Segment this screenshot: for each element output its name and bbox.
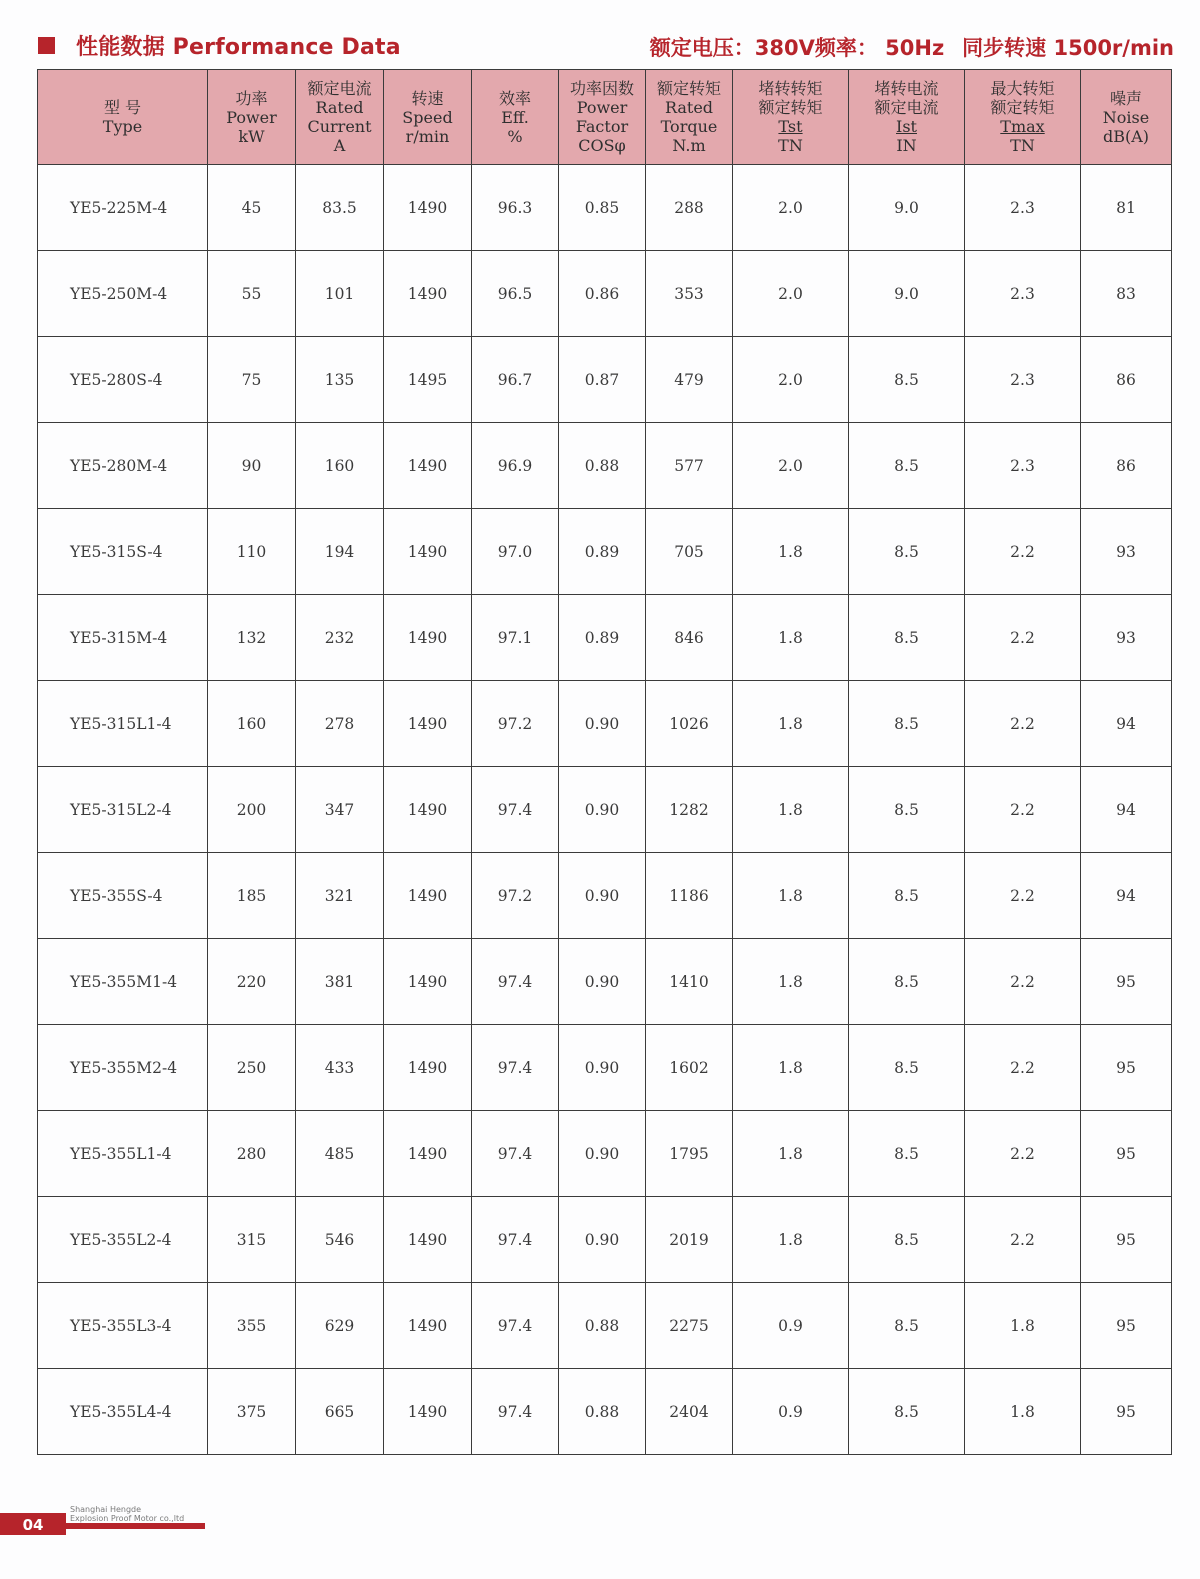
- page-header: [36, 26, 1176, 66]
- column-header-line: 噪声: [1109, 88, 1142, 108]
- table-cell: 321: [296, 853, 384, 939]
- table-cell: 1186: [646, 853, 733, 939]
- table-cell: 95: [1081, 1369, 1172, 1455]
- table-cell: 1490: [384, 681, 472, 767]
- table-cell: 2019: [646, 1197, 733, 1283]
- table-cell: 135: [296, 337, 384, 423]
- table-cell: 846: [646, 595, 733, 681]
- page-footer: [0, 1507, 220, 1547]
- table-cell: 132: [208, 595, 296, 681]
- column-header-line: Factor: [575, 117, 629, 136]
- column-header-line: Rated: [664, 98, 714, 117]
- table-cell: 160: [208, 681, 296, 767]
- motor-type-cell: YE5-315S-4: [38, 509, 208, 595]
- table-cell: 96.3: [472, 165, 559, 251]
- motor-type-cell: YE5-315L1-4: [38, 681, 208, 767]
- table-cell: 1.8: [733, 1197, 849, 1283]
- column-header: [1081, 70, 1172, 165]
- table-cell: 0.88: [559, 1283, 646, 1369]
- table-cell: 0.90: [559, 681, 646, 767]
- column-header-line: dB(A): [1102, 126, 1150, 146]
- table-cell: 8.5: [849, 337, 965, 423]
- column-header-line: 堵转转矩: [758, 79, 823, 98]
- table-cell: 97.1: [472, 595, 559, 681]
- column-header-line: Tst: [778, 117, 803, 136]
- table-cell: 8.5: [849, 1025, 965, 1111]
- table-cell: 97.4: [472, 1283, 559, 1369]
- table-cell: 97.2: [472, 681, 559, 767]
- table-cell: 0.89: [559, 509, 646, 595]
- table-cell: 1.8: [733, 767, 849, 853]
- table-cell: 2.3: [965, 337, 1081, 423]
- table-row: [38, 1111, 1172, 1197]
- table-cell: 2.2: [965, 1111, 1081, 1197]
- table-cell: 97.4: [472, 1197, 559, 1283]
- table-cell: 1490: [384, 165, 472, 251]
- column-header-line: Current: [307, 117, 372, 136]
- table-body: [38, 165, 1172, 1455]
- column-header-line: Power: [576, 98, 628, 117]
- column-header-line: 效率: [498, 88, 531, 108]
- table-cell: 1495: [384, 337, 472, 423]
- table-header-row: [38, 70, 1172, 165]
- table-cell: 90: [208, 423, 296, 509]
- table-cell: 1.8: [733, 939, 849, 1025]
- table-cell: 0.89: [559, 595, 646, 681]
- table-cell: 185: [208, 853, 296, 939]
- motor-type-cell: YE5-315L2-4: [38, 767, 208, 853]
- column-header-line: %: [507, 126, 523, 146]
- table-cell: 2.2: [965, 939, 1081, 1025]
- table-cell: 278: [296, 681, 384, 767]
- column-header: [849, 70, 965, 165]
- table-row: [38, 681, 1172, 767]
- table-cell: 546: [296, 1197, 384, 1283]
- table-cell: 1490: [384, 251, 472, 337]
- table-cell: 93: [1081, 595, 1172, 681]
- table-cell: 95: [1081, 1111, 1172, 1197]
- table-cell: 0.88: [559, 1369, 646, 1455]
- table-cell: 2.2: [965, 681, 1081, 767]
- table-cell: 2.3: [965, 251, 1081, 337]
- table-cell: 45: [208, 165, 296, 251]
- column-header-line: Speed: [402, 107, 453, 127]
- table-cell: 101: [296, 251, 384, 337]
- table-cell: 0.90: [559, 1111, 646, 1197]
- table-cell: 1282: [646, 767, 733, 853]
- column-header-line: 额定转矩: [758, 98, 823, 117]
- table-cell: 86: [1081, 423, 1172, 509]
- column-header-line: Ist: [896, 117, 917, 136]
- column-header-line: Torque: [660, 117, 718, 136]
- column-header: [646, 70, 733, 165]
- table-cell: 200: [208, 767, 296, 853]
- table-cell: 0.90: [559, 1025, 646, 1111]
- table-cell: 2.3: [965, 423, 1081, 509]
- table-cell: 0.90: [559, 939, 646, 1025]
- column-header-line: 额定转矩: [656, 79, 721, 98]
- table-cell: 86: [1081, 337, 1172, 423]
- table-row: [38, 1283, 1172, 1369]
- table-cell: 0.87: [559, 337, 646, 423]
- table-cell: 1490: [384, 767, 472, 853]
- table-cell: 220: [208, 939, 296, 1025]
- table-cell: 0.85: [559, 165, 646, 251]
- table-cell: 97.2: [472, 853, 559, 939]
- table-cell: 96.7: [472, 337, 559, 423]
- motor-type-cell: YE5-280M-4: [38, 423, 208, 509]
- table-cell: 1490: [384, 1197, 472, 1283]
- table-cell: 1.8: [733, 681, 849, 767]
- table-cell: 1490: [384, 1369, 472, 1455]
- table-cell: 0.9: [733, 1283, 849, 1369]
- table-cell: 629: [296, 1283, 384, 1369]
- column-header-line: COSφ: [578, 136, 626, 155]
- title-square-icon: [38, 37, 55, 54]
- table-cell: 1490: [384, 595, 472, 681]
- table-cell: 0.86: [559, 251, 646, 337]
- motor-type-cell: YE5-355L4-4: [38, 1369, 208, 1455]
- motor-type-cell: YE5-355L2-4: [38, 1197, 208, 1283]
- table-cell: 1.8: [965, 1369, 1081, 1455]
- table-cell: 1026: [646, 681, 733, 767]
- table-cell: 485: [296, 1111, 384, 1197]
- table-cell: 2.0: [733, 423, 849, 509]
- table-cell: 1.8: [733, 853, 849, 939]
- table-cell: 9.0: [849, 165, 965, 251]
- table-cell: 194: [296, 509, 384, 595]
- column-header-line: 额定电流: [307, 79, 372, 98]
- table-cell: 288: [646, 165, 733, 251]
- table-row: [38, 251, 1172, 337]
- table-cell: 8.5: [849, 1283, 965, 1369]
- table-row: [38, 423, 1172, 509]
- motor-type-cell: YE5-355S-4: [38, 853, 208, 939]
- table-cell: 2.2: [965, 1025, 1081, 1111]
- column-header-line: Tmax: [1000, 117, 1045, 136]
- table-cell: 1490: [384, 1111, 472, 1197]
- table-cell: 9.0: [849, 251, 965, 337]
- table-cell: 95: [1081, 1025, 1172, 1111]
- column-header-line: Eff.: [501, 107, 529, 127]
- table-cell: 8.5: [849, 595, 965, 681]
- table-cell: 8.5: [849, 853, 965, 939]
- column-header-line: r/min: [405, 126, 450, 146]
- table-cell: 8.5: [849, 1111, 965, 1197]
- table-cell: 1490: [384, 509, 472, 595]
- motor-type-cell: YE5-250M-4: [38, 251, 208, 337]
- table-cell: 2.2: [965, 1197, 1081, 1283]
- motor-type-cell: YE5-355M1-4: [38, 939, 208, 1025]
- table-cell: 1.8: [733, 595, 849, 681]
- table-cell: 83: [1081, 251, 1172, 337]
- column-header-line: 额定电流: [874, 98, 939, 117]
- table-cell: 1410: [646, 939, 733, 1025]
- table-cell: 97.0: [472, 509, 559, 595]
- table-cell: 0.90: [559, 767, 646, 853]
- table-cell: 1602: [646, 1025, 733, 1111]
- table-cell: 353: [646, 251, 733, 337]
- company-name: [70, 1505, 184, 1523]
- table-cell: 93: [1081, 509, 1172, 595]
- table-cell: 665: [296, 1369, 384, 1455]
- column-header-line: 堵转电流: [874, 79, 939, 98]
- motor-type-cell: YE5-355M2-4: [38, 1025, 208, 1111]
- table-cell: 2.2: [965, 767, 1081, 853]
- table-cell: 1490: [384, 939, 472, 1025]
- table-cell: 381: [296, 939, 384, 1025]
- column-header-line: 功率因数: [569, 79, 634, 98]
- column-header-line: 型 号: [103, 98, 142, 117]
- column-header-line: Power: [226, 107, 277, 127]
- table-cell: 1.8: [733, 1025, 849, 1111]
- table-cell: 479: [646, 337, 733, 423]
- table-cell: 1.8: [733, 509, 849, 595]
- motor-type-cell: YE5-225M-4: [38, 165, 208, 251]
- column-header-line: kW: [238, 126, 265, 146]
- table-cell: 2.3: [965, 165, 1081, 251]
- table-cell: 94: [1081, 853, 1172, 939]
- column-header-line: 功率: [235, 88, 268, 108]
- table-row: [38, 595, 1172, 681]
- table-cell: 1.8: [965, 1283, 1081, 1369]
- table-cell: 280: [208, 1111, 296, 1197]
- table-cell: 705: [646, 509, 733, 595]
- column-header-line: 最大转矩: [990, 79, 1055, 98]
- column-header-line: Type: [102, 117, 143, 136]
- table-cell: 95: [1081, 939, 1172, 1025]
- column-header-line: 转速: [411, 88, 444, 108]
- table-cell: 2.2: [965, 853, 1081, 939]
- table-cell: 0.9: [733, 1369, 849, 1455]
- table-cell: 2.2: [965, 509, 1081, 595]
- table-cell: 96.9: [472, 423, 559, 509]
- table-row: [38, 509, 1172, 595]
- column-header: [559, 70, 646, 165]
- table-cell: 95: [1081, 1283, 1172, 1369]
- table-row: [38, 1369, 1172, 1455]
- table-cell: 355: [208, 1283, 296, 1369]
- table-cell: 8.5: [849, 509, 965, 595]
- motor-type-cell: YE5-280S-4: [38, 337, 208, 423]
- table-cell: 95: [1081, 1197, 1172, 1283]
- table-cell: 1490: [384, 423, 472, 509]
- table-cell: 97.4: [472, 1111, 559, 1197]
- table-cell: 81: [1081, 165, 1172, 251]
- table-cell: 94: [1081, 681, 1172, 767]
- table-cell: 1.8: [733, 1111, 849, 1197]
- table-cell: 160: [296, 423, 384, 509]
- motor-type-cell: YE5-355L1-4: [38, 1111, 208, 1197]
- table-cell: 315: [208, 1197, 296, 1283]
- sync-speed: 同步转速 1500r/min: [962, 36, 1174, 60]
- table-row: [38, 1025, 1172, 1111]
- frequency: 频率： 50Hz: [814, 36, 945, 60]
- table-cell: 2.0: [733, 251, 849, 337]
- motor-type-cell: YE5-315M-4: [38, 595, 208, 681]
- table-cell: 1490: [384, 853, 472, 939]
- table-row: [38, 1197, 1172, 1283]
- table-cell: 97.4: [472, 1025, 559, 1111]
- table-cell: 110: [208, 509, 296, 595]
- column-header: [965, 70, 1081, 165]
- table-cell: 2.0: [733, 165, 849, 251]
- table-cell: 8.5: [849, 423, 965, 509]
- motor-type-cell: YE5-355L3-4: [38, 1283, 208, 1369]
- table-cell: 8.5: [849, 939, 965, 1025]
- table-cell: 1490: [384, 1283, 472, 1369]
- column-header: [296, 70, 384, 165]
- table-cell: 97.4: [472, 767, 559, 853]
- column-header: [208, 70, 296, 165]
- table-row: [38, 939, 1172, 1025]
- table-cell: 75: [208, 337, 296, 423]
- table-cell: 8.5: [849, 1369, 965, 1455]
- table-cell: 347: [296, 767, 384, 853]
- page-title: 性能数据 Performance Data: [76, 35, 401, 60]
- table-cell: 232: [296, 595, 384, 681]
- table-cell: 2.2: [965, 595, 1081, 681]
- table-row: [38, 165, 1172, 251]
- table-cell: 433: [296, 1025, 384, 1111]
- table-row: [38, 853, 1172, 939]
- column-header-line: TN: [778, 136, 803, 155]
- column-header: [384, 70, 472, 165]
- column-header-line: TN: [1010, 136, 1035, 155]
- table-cell: 83.5: [296, 165, 384, 251]
- table-row: [38, 337, 1172, 423]
- column-header: [38, 70, 208, 165]
- rated-voltage: 额定电压：380V: [649, 36, 815, 60]
- column-header-line: N.m: [672, 136, 706, 155]
- table-cell: 8.5: [849, 767, 965, 853]
- page-number: 04: [0, 1513, 66, 1535]
- performance-table: [37, 69, 1172, 1455]
- column-header-line: IN: [896, 136, 917, 155]
- table-cell: 55: [208, 251, 296, 337]
- column-header-line: Rated: [315, 98, 364, 117]
- table-cell: 577: [646, 423, 733, 509]
- table-cell: 96.5: [472, 251, 559, 337]
- table-cell: 8.5: [849, 681, 965, 767]
- table-cell: 0.88: [559, 423, 646, 509]
- table-cell: 0.90: [559, 853, 646, 939]
- company-line-1: Shanghai Hengde: [70, 1505, 142, 1514]
- table-cell: 97.4: [472, 1369, 559, 1455]
- table-cell: 2.0: [733, 337, 849, 423]
- table-row: [38, 767, 1172, 853]
- table-cell: 2275: [646, 1283, 733, 1369]
- column-header: [733, 70, 849, 165]
- column-header-line: A: [333, 136, 346, 155]
- column-header: [472, 70, 559, 165]
- spec-line: [650, 32, 1174, 62]
- table-cell: 97.4: [472, 939, 559, 1025]
- column-header-line: Noise: [1102, 107, 1150, 127]
- table-cell: 250: [208, 1025, 296, 1111]
- table-cell: 375: [208, 1369, 296, 1455]
- company-line-2: Explosion Proof Motor co.,ltd: [70, 1514, 185, 1523]
- table-cell: 1795: [646, 1111, 733, 1197]
- table-cell: 8.5: [849, 1197, 965, 1283]
- table-cell: 2404: [646, 1369, 733, 1455]
- table-cell: 0.90: [559, 1197, 646, 1283]
- table-cell: 94: [1081, 767, 1172, 853]
- table-cell: 1490: [384, 1025, 472, 1111]
- column-header-line: 额定转矩: [990, 98, 1055, 117]
